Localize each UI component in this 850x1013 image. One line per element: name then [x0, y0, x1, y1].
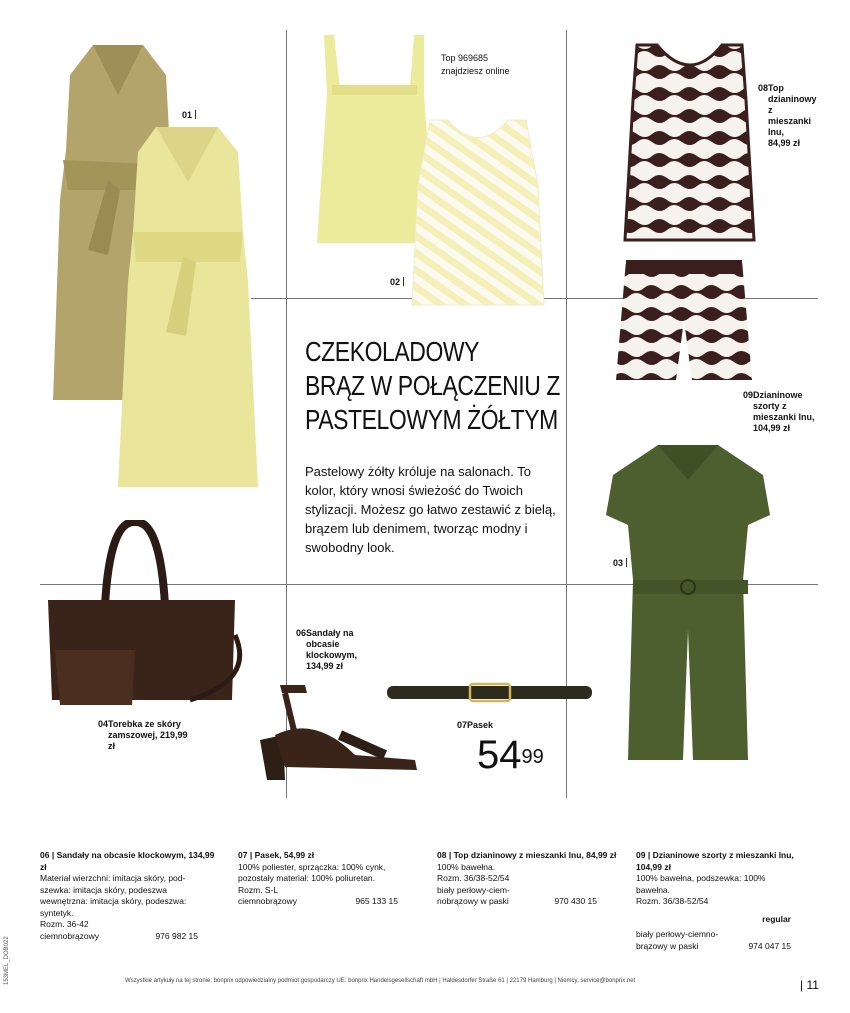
brown-belt-image	[385, 680, 595, 706]
details-09-title: 09 | Dzianinowe szorty z mieszanki lnu, 104,99 zł	[636, 850, 794, 872]
details-06-line: Rozm. 36-42	[40, 919, 89, 929]
footer-legal: Wszystkie artykuły na tej stronie: bonprix odpowiedzialny podmiot gospodarczy UE: bonprix Handelsgesellschaft mbH | Haldesdorfer Straße 61 | 22179 Hamburg | Niemcy, service@bonprix.net	[125, 978, 636, 984]
details-06-title: 06 | Sandały na obcasie klockowym, 134,99 zł	[40, 850, 215, 872]
label-03: 03	[613, 558, 630, 569]
headline-line1: CZEKOLADOWY	[305, 336, 480, 367]
details-09-order: brązowy w paski 974 047 15	[636, 940, 791, 951]
details-09-line: 100% bawełna, podszewka: 100%	[636, 873, 766, 883]
details-06-line: syntetyk.	[40, 907, 74, 918]
details-07-order: ciemnobrązowy 965 133 15	[238, 896, 398, 906]
details-07-line: pozostały materiał: 100% poliuretan.	[238, 873, 376, 883]
striped-yellow-top-image	[408, 115, 548, 310]
details-07-title: 07 | Pasek, 54,99 zł	[238, 850, 315, 860]
belt-price-cents: 99	[521, 746, 544, 768]
details-08-line: biały perłowy-ciem-	[437, 884, 510, 895]
details-col-07	[238, 850, 418, 908]
details-06-line: wewnętrzna: imitacja skóry, podeszwa:	[40, 896, 187, 906]
details-09-line: Rozm. 36/38-52/54	[636, 896, 709, 906]
online-note-line2: znajdziesz online	[441, 66, 510, 76]
label-08-text: Top dzianinowy z mieszanki lnu, 84,99 zł	[768, 83, 817, 148]
details-07-line: Rozm. S-L	[238, 884, 279, 895]
details-08-line: Rozm. 36/38-52/54	[437, 873, 510, 883]
label-04-text: Torebka ze skóry zamszowej, 219,99 zł	[108, 719, 188, 751]
headline-line3: PASTELOWYM ŻÓŁTYM	[305, 404, 558, 435]
label-06: 06 Sandały na obcasie klockowym, 134,99 zł	[296, 628, 378, 672]
label-06-text: Sandały na obcasie klockowym, 134,99 zł	[306, 628, 358, 671]
label-07-text: Pasek	[467, 720, 494, 730]
suede-handbag-image	[40, 520, 250, 710]
label-07: 07Pasek	[457, 720, 494, 730]
headline-line2: BRĄZ W POŁĄCZENIU Z	[305, 370, 560, 401]
label-01: 01	[182, 110, 199, 121]
details-08-line: 100% bawełna.	[437, 861, 496, 872]
side-code: 153MEL_DOB022	[4, 936, 10, 985]
details-06-line: Materiał wierzchni: imitacja skóry, pod-	[40, 873, 186, 883]
details-08-order: nobrązowy w paski 970 430 15	[437, 896, 597, 906]
body-text: Pastelowy żółty króluje na salonach. To kolor, który wnosi świeżość do Twoich stylizacji. Możesz go łatwo zestawić z bielą, brązem lub denimem, tworząc modny i swobodny look.	[305, 464, 556, 555]
details-col-09	[636, 850, 811, 952]
details-col-06	[40, 850, 218, 942]
page-number: | 11	[800, 978, 819, 992]
details-07-line: 100% poliester, sprzączka: 100% cynk,	[238, 861, 386, 872]
online-note	[441, 52, 510, 78]
label-09-text: Dzianinowe szorty z mieszanki lnu, 104,99 zł	[753, 390, 815, 433]
details-08-title: 08 | Top dzianinowy z mieszanki lnu, 84,99 zł	[437, 850, 617, 860]
yellow-dress-image	[108, 122, 268, 492]
label-09: 09 Dzianinowe szorty z mieszanki lnu, 104,99 zł	[743, 390, 815, 433]
belt-price-main: 54	[477, 733, 522, 777]
details-09-line: bawełna.	[636, 884, 671, 895]
label-04: 04 Torebka ze skóry zamszowej, 219,99 zł	[98, 719, 188, 751]
details-06-line: szewka: imitacja skóry, podeszwa	[40, 884, 167, 895]
olive-jumpsuit-image	[598, 440, 778, 765]
online-note-line1: Top 969685	[441, 53, 489, 63]
details-09-color-line: biały perłowy-ciemno-	[636, 929, 719, 939]
headline	[305, 335, 560, 437]
striped-knit-shorts-image	[614, 260, 754, 385]
details-col-08	[437, 850, 617, 908]
belt-price	[477, 733, 544, 777]
details-09-regular: regular	[762, 913, 791, 924]
label-02: 02	[390, 277, 407, 288]
details-06-order: ciemnobrązowy 976 982 15	[40, 930, 198, 941]
label-08: 08 Top dzianinowy z mieszanki lnu, 84,99 zł	[758, 83, 817, 148]
striped-knit-top-image	[622, 40, 757, 245]
